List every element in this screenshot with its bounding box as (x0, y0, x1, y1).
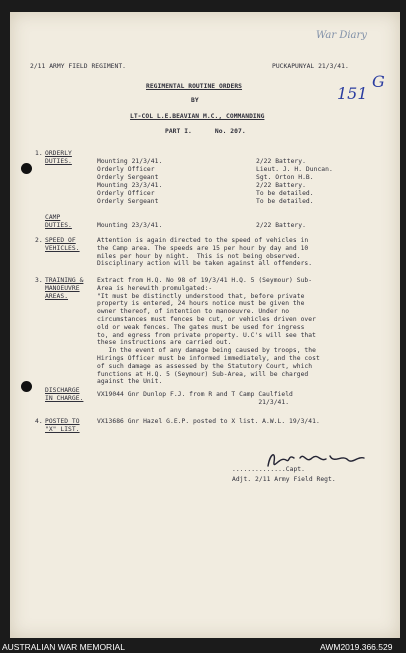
footer-accession-number: AWM2019.366.529 (320, 642, 393, 652)
section-1-number: 1. (35, 150, 43, 157)
punch-hole-bottom (21, 381, 32, 392)
handwritten-folio-number: 151 (337, 84, 368, 103)
duty-line-right: 2/22 Battery. (256, 222, 306, 229)
discharge-heading: DISCHARGE IN CHARGE. (45, 387, 84, 402)
duty-line-right: To be detailed. (256, 190, 314, 197)
duty-line-right: 2/22 Battery. (256, 158, 306, 165)
unit-heading: 2/11 ARMY FIELD REGIMENT. (30, 63, 127, 70)
handwritten-folio-letter: G (372, 72, 385, 91)
duty-line-right: Sgt. Orton H.B. (256, 174, 314, 181)
section-3-number: 3. (35, 277, 43, 284)
section-2-body: Attention is again directed to the speed of vehicles in the Camp area. The speeds are 15 per hour by day and 10 miles per hour by night. This is not being observed. Disciplinary action will be taken against all offenders. (97, 237, 313, 268)
duty-line-left: Orderly Officer (97, 166, 155, 173)
duty-line-right: 2/22 Battery. (256, 182, 306, 189)
duty-line-left: Orderly Officer (97, 190, 155, 197)
duty-line-left: Orderly Sergeant (97, 198, 159, 205)
discharge-body: VX19044 Gnr Dunlop F.J. from R and T Camp Caulfield 21/3/41. (97, 391, 293, 406)
footer-institution: AUSTRALIAN WAR MEMORIAL (2, 642, 125, 652)
section-3-body: Extract from H.Q. No 98 of 19/3/41 H.Q. 5 (Seymour) Sub- Area is herewith promulgated:- "It must be distinctly understood that, before private property is entered, 24 hours notice must be given the owner thereof, of intention to manoeuvre. Under no circumstances must fences be cut, or vehicles driven over old or weak fences. The gates must be used for ingress to, and egress from private property. U.C's will see that these instructions are carried out. In the event of any damage being caused by troops, the Hirings Officer must be informed immediately, and the cost of such damage as assessed by the Statutory Court, which functions at H.Q. 5 (Seymour) Sub-Area, will be charged against the Unit. (97, 277, 320, 386)
signature-line: ..............Capt. (232, 466, 305, 473)
orders-title: REGIMENTAL ROUTINE ORDERS (146, 83, 243, 90)
part-number-line: PART I. No. 207. (165, 128, 246, 135)
section-2-number: 2. (35, 237, 43, 244)
commanding-officer: LT-COL L.E.BEAVIAN M.C., COMMANDING (130, 113, 265, 120)
section-4-body: VX13686 Gnr Hazel G.E.P. posted to X list. A.W.L. 19/3/41. (97, 418, 320, 425)
duty-line-left: Mounting 23/3/41. (97, 182, 163, 189)
section-2-heading: SPEED OF VEHICLES. (45, 237, 80, 252)
duty-line-right: To be detailed. (256, 198, 314, 205)
section-4-number: 4. (35, 418, 43, 425)
orders-by: BY (191, 97, 199, 104)
duty-line-left: Mounting 21/3/41. (97, 158, 163, 165)
place-date: PUCKAPUNYAL 21/3/41. (272, 63, 349, 70)
camp-duties-heading: CAMP DUTIES. (45, 214, 72, 229)
duty-line-right: Lieut. J. H. Duncan. (256, 166, 333, 173)
adjutant-title: Adjt. 2/11 Army Field Regt. (232, 476, 336, 483)
duty-line-left: Mounting 23/3/41. (97, 222, 163, 229)
handwritten-war-diary-note: War Diary (316, 30, 367, 41)
section-3-heading: TRAINING & MANOEUVRE AREAS. (45, 277, 84, 300)
section-1-heading: ORDERLY DUTIES. (45, 150, 72, 165)
section-4-heading: POSTED TO "X" LIST. (45, 418, 80, 433)
duty-line-left: Orderly Sergeant (97, 174, 159, 181)
punch-hole-top (21, 163, 32, 174)
